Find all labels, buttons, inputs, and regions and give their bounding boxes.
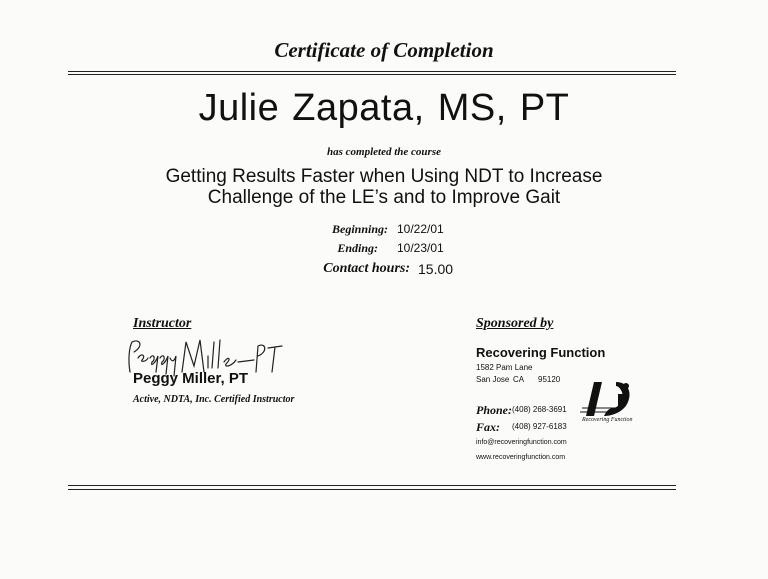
sponsor-name: Recovering Function [476, 345, 606, 360]
sponsor-zip: 95120 [538, 375, 561, 384]
sponsor-email: info@recoveringfunction.com [476, 439, 567, 446]
beginning-date: 10/22/01 [397, 222, 444, 236]
instructor-heading: Instructor [133, 316, 192, 331]
sponsor-website: www.recoveringfunction.com [476, 454, 566, 461]
logo-caption: Recovering Function [582, 417, 633, 423]
top-rule-1 [68, 71, 676, 72]
bottom-rule-2 [68, 489, 676, 490]
ending-label: Ending: [337, 241, 378, 255]
instructor-name: Peggy Miller, PT [133, 370, 249, 387]
phone-label: Phone: [476, 403, 512, 417]
recovering-function-logo-icon [580, 378, 640, 420]
completed-text: has completed the course [327, 146, 441, 158]
contact-hours-label: Contact hours: [323, 261, 410, 276]
bottom-rule-1 [68, 485, 676, 486]
sponsor-heading: Sponsored by [476, 316, 554, 331]
recipient-name: Julie Zapata, MS, PT [198, 87, 570, 129]
sponsor-state: CA [513, 375, 525, 384]
fax-value: (408) 927-6183 [512, 422, 567, 431]
beginning-label: Beginning: [331, 222, 388, 236]
contact-hours-value: 15.00 [418, 261, 454, 277]
certificate-title: Certificate of Completion [274, 38, 494, 62]
fax-label: Fax: [476, 420, 500, 434]
instructor-credential: Active, NDTA, Inc. Certified Instructor [133, 394, 295, 405]
sponsor-street: 1582 Pam Lane [476, 363, 533, 372]
ending-date: 10/23/01 [397, 241, 444, 255]
phone-value: (408) 268-3691 [512, 405, 567, 414]
sponsor-city: San Jose [476, 375, 510, 384]
course-title-line-2: Challenge of the LE’s and to Improve Gait [207, 187, 561, 208]
course-title-line-1: Getting Results Faster when Using NDT to Increase [165, 166, 603, 187]
top-rule-2 [68, 74, 676, 75]
